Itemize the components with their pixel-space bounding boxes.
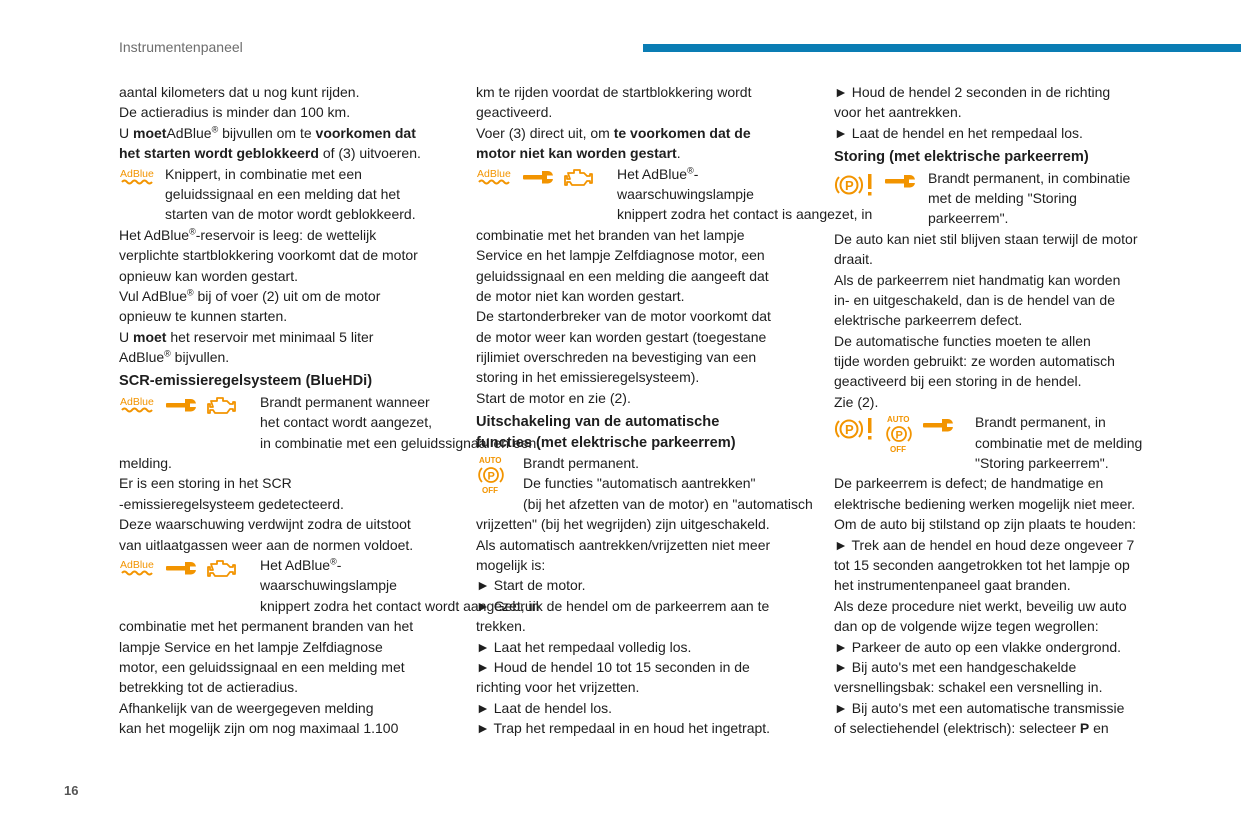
warning-icons (834, 168, 928, 210)
text-run: Storing (met elektrische parkeerrem) (834, 149, 1089, 166)
text-run: De startonderbreker van de motor voorkomt dat (476, 308, 771, 325)
text-run: Voer (3) direct uit, om (476, 124, 614, 141)
wrench-icon (165, 557, 197, 579)
text-run: bij of voer (2) uit om de motor (193, 287, 381, 304)
text-line (834, 596, 1174, 616)
text-line (834, 331, 1174, 351)
text-line (119, 473, 459, 493)
text-run: voor het aantrekken. (834, 104, 962, 121)
paragraph (476, 535, 816, 739)
warning-lamp-block (834, 412, 1174, 473)
text-line (834, 575, 1174, 595)
text-run: U (119, 124, 133, 141)
text-line (476, 596, 816, 616)
text-line (834, 657, 1174, 677)
svg-text:AdBlue: AdBlue (120, 558, 154, 571)
text-line (119, 596, 540, 616)
text-run: functies (met elektrische parkeerrem) (476, 434, 736, 451)
warning-lamp-block (834, 168, 1174, 229)
text-line (476, 204, 873, 224)
svg-text:AdBlue: AdBlue (477, 167, 511, 180)
svg-text:AUTO: AUTO (887, 415, 910, 425)
text-run: ► Trap het rempedaal in en houd het ingetrapt. (476, 720, 771, 737)
wrench-icon (522, 166, 554, 188)
text-run: AdBlue (119, 349, 165, 366)
text-run: of selectiehendel (elektrisch): selecteer (834, 720, 1080, 737)
text-line (476, 143, 816, 163)
text-line (476, 347, 816, 367)
text-run: de motor weer kan worden gestart (toegestane (476, 328, 767, 345)
text-line (476, 306, 816, 326)
text-line (119, 494, 459, 514)
text-run: combinatie met het permanent branden van het (119, 618, 414, 635)
text-run: km te rijden voordat de startblokkering wordt (476, 84, 752, 100)
text-line (476, 286, 816, 306)
text-run: ► Gebruik de hendel om de parkeerrem aan te (476, 597, 770, 614)
text-line (119, 123, 459, 143)
text-run: Brandt permanent. (523, 455, 639, 472)
text-run: knippert zodra het contact is aangezet, in (617, 206, 873, 223)
paragraph (834, 229, 1174, 413)
text-line (476, 367, 816, 387)
wrench-icon (922, 414, 954, 436)
text-line (476, 225, 816, 245)
text-run: geluidssignaal en een melding dat het (165, 185, 401, 202)
text-run: motor, een geluidssignaal en een melding met (119, 658, 405, 675)
svg-text:P: P (845, 177, 854, 193)
text-run: ► Houd de hendel 2 seconden in de richting (834, 84, 1111, 100)
text-line (476, 245, 816, 265)
warning-icons (834, 412, 975, 454)
text-run: of (3) uitvoeren. (318, 145, 421, 162)
text-run: de motor niet kan worden gestart. (476, 287, 685, 304)
column-3 (834, 82, 1174, 739)
registered-mark: ® (189, 226, 196, 237)
text-line (119, 698, 459, 718)
registered-mark: ® (687, 164, 694, 175)
text-run: U (119, 328, 133, 345)
text-run: Er is een storing in het SCR (119, 475, 292, 492)
paragraph (834, 82, 1174, 143)
text-line (476, 698, 816, 718)
text-run: SCR-emissieregelsysteem (BlueHDi) (119, 373, 373, 390)
text-run: Vul AdBlue (119, 287, 187, 304)
text-run: Het AdBlue (617, 165, 688, 182)
svg-text:AUTO: AUTO (479, 456, 502, 466)
engine-icon (562, 166, 594, 190)
text-line (834, 616, 1174, 636)
text-run: Afhankelijk van de weergegeven melding (119, 699, 374, 716)
text-line (119, 453, 459, 473)
section-heading (834, 147, 1174, 167)
text-run: waarschuwingslampje (260, 577, 397, 594)
text-run: storing in het emissieregelsysteem). (476, 369, 700, 386)
bold-text: voorkomen dat (315, 124, 416, 141)
heading-line (476, 412, 816, 432)
bold-text: moet (133, 328, 167, 345)
section-heading (119, 371, 459, 391)
section-heading (476, 412, 816, 453)
text-run: ► Trek aan de hendel en houd deze ongeveer 7 (834, 536, 1135, 553)
text-run: vrijzetten" (bij het wegrijden) zijn uitgeschakeld. (476, 516, 770, 533)
text-run: bijvullen om te (218, 124, 316, 141)
text-run: Brandt permanent wanneer (260, 393, 430, 410)
text-run: aantal kilometers dat u nog kunt rijden. (119, 84, 360, 100)
wrench-icon (165, 394, 197, 416)
text-line (834, 392, 1174, 412)
text-run: (bij het afzetten van de motor) en "automatisch (523, 495, 813, 512)
text-line (476, 718, 816, 738)
text-run: Start de motor en zie (2). (476, 389, 631, 406)
text-line (834, 637, 1174, 657)
warning-icons (119, 555, 260, 597)
text-run: "Storing parkeerrem". (975, 455, 1109, 472)
header-accent-bar (643, 44, 1241, 52)
text-line (119, 143, 459, 163)
text-run: geactiveerd. (476, 104, 553, 121)
text-line (476, 266, 816, 286)
auto-off-icon (884, 414, 914, 454)
heading-line (476, 433, 816, 453)
text-line (476, 535, 816, 555)
text-run: Deze waarschuwing verdwijnt zodra de uitstoot (119, 516, 411, 533)
text-run: trekken. (476, 618, 526, 635)
text-line (834, 351, 1174, 371)
paragraph (119, 225, 459, 368)
svg-text:AdBlue: AdBlue (120, 395, 154, 408)
text-run: Uitschakeling van de automatische (476, 414, 720, 431)
text-run: van uitlaatgassen weer aan de normen voldoet. (119, 536, 414, 553)
svg-text:P: P (487, 470, 495, 483)
heading-line (119, 371, 459, 391)
heading-line (834, 147, 1174, 167)
text-line (476, 616, 816, 636)
text-run: ► Bij auto's met een handgeschakelde (834, 658, 1077, 675)
text-run: kan het mogelijk zijn om nog maximaal 1.100 (119, 720, 399, 737)
text-line (119, 433, 537, 453)
svg-text:OFF: OFF (890, 445, 906, 455)
text-run: starten van de motor wordt geblokkeerd. (165, 206, 416, 223)
text-line (476, 453, 816, 473)
text-run: ► Parkeer de auto op een vlakke ondergrond. (834, 638, 1122, 655)
text-line (834, 535, 1174, 555)
text-run: betrekking tot de actieradius. (119, 679, 298, 696)
text-line (119, 245, 459, 265)
adblue-icon (119, 394, 157, 416)
text-line (119, 535, 459, 555)
text-line (476, 327, 816, 347)
text-line (834, 208, 1174, 228)
bold-text: te voorkomen dat de (613, 124, 751, 141)
warning-lamp-block (119, 164, 459, 225)
warning-icons (119, 164, 165, 206)
text-run: Service en het lampje Zelfdiagnose motor, een (476, 247, 765, 264)
text-line (834, 473, 1174, 493)
text-run: elektrische parkeerrem defect. (834, 312, 1023, 329)
text-line (476, 388, 816, 408)
paragraph (119, 473, 459, 555)
text-run: Brandt permanent, in (975, 414, 1106, 431)
text-line (119, 184, 459, 204)
text-run: lampje Service en het lampje Zelfdiagnose (119, 638, 383, 655)
text-line (119, 616, 459, 636)
text-line (834, 371, 1174, 391)
text-line (119, 637, 459, 657)
text-run: De automatische functies moeten te allen (834, 332, 1091, 349)
text-line (119, 514, 459, 534)
text-run: AdBlue (166, 124, 212, 141)
warning-icons (476, 453, 523, 495)
text-run: versnellingsbak: schakel een versnelling in. (834, 679, 1103, 696)
text-run: Knippert, in combinatie met een (165, 165, 362, 182)
text-run: De parkeerrem is defect; de handmatige en (834, 475, 1104, 492)
text-line (476, 494, 816, 514)
svg-text:OFF: OFF (482, 486, 498, 496)
text-run: Brandt permanent, in combinatie (928, 169, 1131, 186)
engine-icon (205, 557, 237, 581)
text-run: tot 15 seconden aangetrokken tot het lampje op (834, 556, 1130, 573)
svg-text:P: P (895, 429, 903, 442)
text-run: combinatie met het branden van het lampje (476, 226, 745, 243)
text-line (476, 514, 816, 534)
text-line (476, 82, 816, 102)
text-run: richting voor het vrijzetten. (476, 679, 640, 696)
text-line (119, 204, 459, 224)
page-number: 16 (64, 783, 79, 798)
text-run: Als automatisch aantrekken/vrijzetten niet meer (476, 536, 771, 553)
text-run: Zie (2). (834, 393, 879, 410)
bold-text: motor niet kan worden gestart (476, 145, 677, 162)
text-run: combinatie met de melding (975, 434, 1143, 451)
text-run: geluidssignaal en een melding die aangeeft dat (476, 267, 769, 284)
text-run: - (693, 165, 699, 182)
text-line (119, 306, 459, 326)
adblue-icon (476, 166, 514, 188)
text-run: Om de auto bij stilstand op zijn plaats te houden: (834, 516, 1136, 533)
engine-icon (205, 394, 237, 418)
bold-text: moet (133, 124, 167, 141)
registered-mark: ® (330, 556, 337, 567)
text-run: ► Laat de hendel en het rempedaal los. (834, 124, 1083, 141)
text-line (476, 470, 816, 496)
text-line (119, 266, 459, 286)
text-run: ► Laat de hendel los. (476, 699, 613, 716)
text-line (119, 657, 459, 677)
text-line (119, 347, 459, 367)
auto-off-icon (476, 455, 506, 495)
text-run: . (676, 145, 681, 162)
park-warning-icon (834, 414, 876, 444)
text-line (476, 555, 816, 575)
text-run: in- en uitgeschakeld, dan is de hendel van de (834, 291, 1115, 308)
adblue-icon (119, 557, 157, 579)
text-run: knippert zodra het contact wordt aangezet, in (260, 597, 540, 614)
section-title: Instrumentenpaneel (119, 39, 243, 55)
text-run: en (1089, 720, 1109, 737)
paragraph (476, 306, 816, 408)
bold-text: het starten wordt geblokkeerd (119, 145, 319, 162)
text-line (476, 677, 816, 697)
text-line (119, 718, 459, 738)
text-run: het reservoir met minimaal 5 liter (166, 328, 374, 345)
svg-text:AdBlue: AdBlue (120, 167, 154, 180)
text-run: -emissieregelsysteem gedetecteerd. (119, 495, 344, 512)
adblue-icon (119, 166, 157, 188)
text-run: De auto kan niet stil blijven staan terwijl de motor (834, 230, 1138, 247)
text-run: opnieuw te kunnen starten. (119, 308, 288, 325)
text-line (119, 677, 459, 697)
warning-icons (119, 392, 260, 434)
text-run: in combinatie met een geluidssignaal en een (260, 434, 537, 451)
park-warning-icon (834, 170, 876, 200)
paragraph (834, 473, 1174, 738)
text-run: ► Start de motor. (476, 577, 586, 594)
text-line (119, 102, 459, 122)
text-run: ► Bij auto's met een automatische transmissie (834, 699, 1125, 716)
text-run: rijlimiet overschreden na bevestiging van een (476, 349, 757, 366)
text-line (834, 453, 1174, 473)
text-run: waarschuwingslampje (617, 185, 754, 202)
text-run: Het AdBlue (119, 226, 190, 243)
text-line (834, 123, 1174, 143)
text-line (119, 82, 459, 102)
text-run: tijde worden gebruikt: ze worden automatisch (834, 353, 1115, 370)
text-run: De functies "automatisch aantrekken" (523, 475, 756, 492)
text-run: - (336, 556, 342, 573)
text-run: mogelijk is: (476, 556, 546, 573)
text-run: geactiveerd bij een storing in de hendel. (834, 373, 1082, 390)
text-line (119, 164, 459, 184)
paragraph (119, 82, 459, 164)
paragraph (476, 82, 816, 164)
text-line (834, 249, 1174, 269)
text-line (834, 718, 1174, 738)
text-run: elektrische bediening werken mogelijk niet meer. (834, 495, 1136, 512)
registered-mark: ® (211, 124, 219, 135)
text-line (476, 123, 816, 143)
text-line (119, 286, 459, 306)
text-line (476, 102, 816, 122)
text-line (834, 270, 1174, 290)
text-line (119, 327, 459, 347)
text-run: ► Houd de hendel 10 tot 15 seconden in de (476, 658, 750, 675)
warning-icons (476, 164, 617, 206)
text-line (834, 698, 1174, 718)
text-line (834, 494, 1174, 514)
registered-mark: ® (164, 348, 171, 359)
text-run: Het AdBlue (260, 556, 331, 573)
text-line (476, 637, 816, 657)
text-line (834, 514, 1174, 534)
wrench-icon (884, 170, 916, 192)
warning-lamp-block (476, 453, 816, 535)
text-line (119, 225, 459, 245)
text-run: melding. (119, 455, 172, 472)
registered-mark: ® (186, 287, 194, 298)
text-run: met de melding "Storing (928, 189, 1077, 206)
text-run: -reservoir is leeg: de wettelijk (195, 226, 377, 243)
bold-text: P (1079, 720, 1090, 737)
text-line (834, 677, 1174, 697)
text-run: draait. (834, 251, 873, 268)
text-run: ► Laat het rempedaal volledig los. (476, 638, 692, 655)
text-run: verplichte startblokkering voorkomt dat de motor (119, 247, 418, 264)
text-line (834, 102, 1174, 122)
text-line (834, 229, 1174, 249)
text-run: het instrumentenpaneel gaat branden. (834, 577, 1071, 594)
text-line (834, 310, 1174, 330)
text-run: bijvullen. (170, 349, 230, 366)
svg-text:P: P (845, 422, 854, 438)
text-run: parkeerrem". (928, 210, 1009, 227)
text-line (834, 82, 1174, 102)
text-line (476, 657, 816, 677)
text-run: opnieuw kan worden gestart. (119, 267, 298, 284)
text-line (834, 290, 1174, 310)
text-run: Als de parkeerrem niet handmatig kan worden (834, 271, 1121, 288)
text-line (834, 555, 1174, 575)
paragraph (119, 698, 459, 739)
text-run: Als deze procedure niet werkt, beveilig uw auto (834, 597, 1127, 614)
text-run: De actieradius is minder dan 100 km. (119, 104, 351, 121)
text-line (476, 575, 816, 595)
text-run: dan op de volgende wijze tegen wegrollen: (834, 618, 1099, 635)
text-run: het contact wordt aangezet, (260, 414, 432, 431)
